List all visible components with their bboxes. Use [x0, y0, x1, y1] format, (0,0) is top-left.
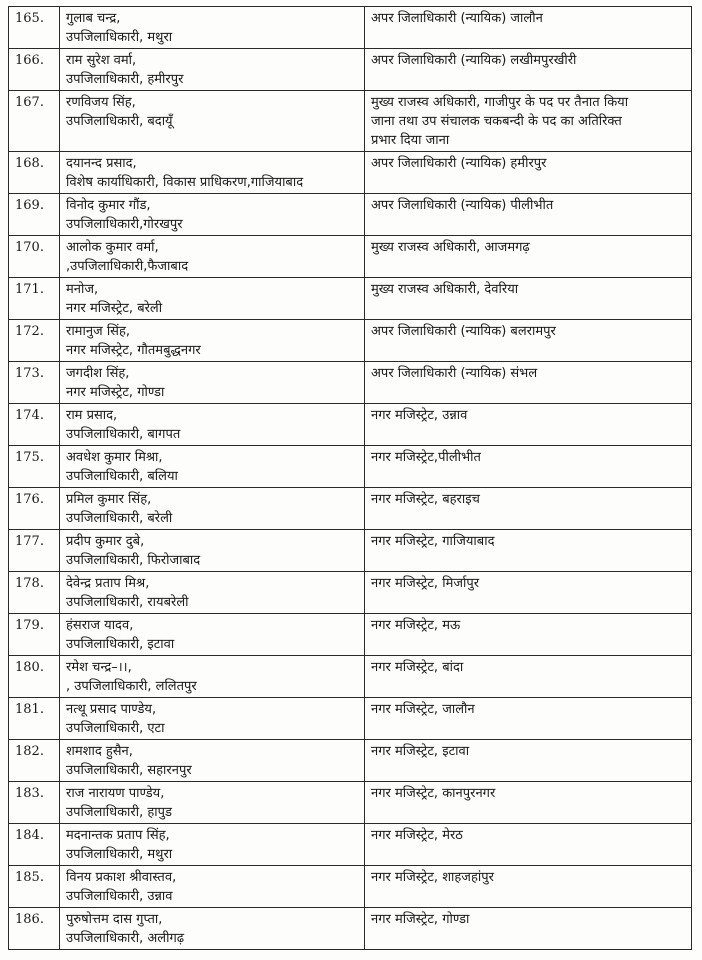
officer-cell [60, 530, 365, 572]
new-posting-text: नगर मजिस्ट्रेट, कानपुरनगर [371, 786, 496, 801]
serial-number: 185. [9, 866, 60, 908]
officer-cell [60, 488, 365, 530]
new-posting-cell [365, 866, 692, 908]
officer-name: प्रमिल कुमार सिंह, [66, 492, 152, 507]
new-posting-text: नगर मजिस्ट्रेट, उन्नाव [371, 408, 468, 423]
officer-cell [60, 7, 365, 49]
officer-name: नत्थू प्रसाद पाण्डेय, [66, 702, 157, 717]
serial-number: 166. [9, 49, 60, 91]
officer-cell [60, 782, 365, 824]
new-posting-text: नगर मजिस्ट्रेट, बांदा [371, 660, 464, 675]
table-row [9, 236, 692, 278]
officer-name: राम प्रसाद, [66, 408, 118, 423]
officer-cell [60, 446, 365, 488]
new-posting-text: अपर जिलाधिकारी (न्यायिक) जालौन [371, 11, 543, 26]
new-posting-cell [365, 49, 692, 91]
officer-cell [60, 236, 365, 278]
officer-cell [60, 656, 365, 698]
new-posting-cell [365, 908, 692, 950]
table-row [9, 49, 692, 91]
serial-number: 176. [9, 488, 60, 530]
current-post: उपजिलाधिकारी, रायबरेली [66, 595, 189, 610]
new-posting-text: अपर जिलाधिकारी (न्यायिक) हमीरपुर [371, 156, 547, 171]
officer-cell [60, 614, 365, 656]
current-post: उपजिलाधिकारी, बदायूँ [66, 114, 173, 129]
officer-name: देवेन्द्र प्रताप मिश्र, [66, 576, 150, 591]
new-posting-cell [365, 614, 692, 656]
table-row [9, 572, 692, 614]
current-post: उपजिलाधिकारी, मथुरा [66, 847, 173, 862]
officer-name: आलोक कुमार वर्मा, [66, 240, 159, 255]
new-posting-text: मुख्य राजस्व अधिकारी, गाजीपुर के पद पर तैनात किया [371, 95, 629, 110]
new-posting-text: नगर मजिस्ट्रेट,पीलीभीत [371, 450, 481, 465]
new-posting-text: अपर जिलाधिकारी (न्यायिक) बलरामपुर [371, 324, 556, 339]
officer-cell [60, 404, 365, 446]
officer-cell [60, 320, 365, 362]
serial-number: 186. [9, 908, 60, 950]
officer-name: गुलाब चन्द्र, [66, 11, 121, 26]
new-posting-text: मुख्य राजस्व अधिकारी, आजमगढ़ [371, 240, 530, 255]
officer-cell [60, 572, 365, 614]
table-row [9, 7, 692, 49]
serial-number: 180. [9, 656, 60, 698]
table-row [9, 614, 692, 656]
table-row [9, 698, 692, 740]
table-row [9, 908, 692, 950]
current-post: उपजिलाधिकारी, बलिया [66, 469, 178, 484]
serial-number: 179. [9, 614, 60, 656]
table-row [9, 152, 692, 194]
officer-name: रामानुज सिंह, [66, 324, 131, 339]
officer-cell [60, 698, 365, 740]
new-posting-cell [365, 656, 692, 698]
table-row [9, 530, 692, 572]
serial-number: 169. [9, 194, 60, 236]
table-row [9, 782, 692, 824]
new-posting-text: नगर मजिस्ट्रेट, इटावा [371, 744, 470, 759]
new-posting-text: मुख्य राजस्व अधिकारी, देवरिया [371, 282, 519, 297]
officer-name: हंसराज यादव, [66, 618, 134, 633]
new-posting-cell [365, 236, 692, 278]
current-post: उपजिलाधिकारी, अलीगढ़ [66, 931, 185, 946]
serial-number: 170. [9, 236, 60, 278]
new-posting-cell [365, 488, 692, 530]
new-posting-text: अपर जिलाधिकारी (न्यायिक) संभल [371, 366, 538, 381]
transfer-table [8, 6, 692, 950]
table-row [9, 362, 692, 404]
new-posting-text: अपर जिलाधिकारी (न्यायिक) पीलीभीत [371, 198, 554, 213]
serial-number: 171. [9, 278, 60, 320]
table-row [9, 740, 692, 782]
serial-number: 178. [9, 572, 60, 614]
serial-number: 173. [9, 362, 60, 404]
current-post: उपजिलाधिकारी, उन्नाव [66, 889, 173, 904]
table-row [9, 320, 692, 362]
officer-cell [60, 91, 365, 152]
serial-number: 167. [9, 91, 60, 152]
current-post: नगर मजिस्ट्रेट, गोण्डा [66, 385, 165, 400]
new-posting-text: नगर मजिस्ट्रेट, मऊ [371, 618, 461, 633]
table-row [9, 404, 692, 446]
officer-name: मदनान्तक प्रताप सिंह, [66, 828, 170, 843]
current-post: उपजिलाधिकारी, फिरोजाबाद [66, 553, 201, 568]
officer-name: रणविजय सिंह, [66, 95, 136, 110]
new-posting-text: जाना तथा उप संचालक चकबन्दी के पद का अतिरिक्त [371, 114, 622, 129]
current-post: उपजिलाधिकारी, मथुरा [66, 30, 173, 45]
new-posting-text: नगर मजिस्ट्रेट, जालौन [371, 702, 475, 717]
officer-name: दयानन्द प्रसाद, [66, 156, 137, 171]
table-row [9, 278, 692, 320]
serial-number: 172. [9, 320, 60, 362]
new-posting-cell [365, 404, 692, 446]
new-posting-cell [365, 446, 692, 488]
serial-number: 183. [9, 782, 60, 824]
officer-cell [60, 740, 365, 782]
serial-number: 168. [9, 152, 60, 194]
officer-cell [60, 194, 365, 236]
table-row [9, 91, 692, 152]
current-post: उपजिलाधिकारी, सहारनपुर [66, 763, 192, 778]
officer-cell [60, 49, 365, 91]
officer-name: राम सुरेश वर्मा, [66, 53, 137, 68]
officer-name: जगदीश सिंह, [66, 366, 130, 381]
officer-name: प्रदीप कुमार दुबे, [66, 534, 145, 549]
table-row [9, 194, 692, 236]
table-row [9, 656, 692, 698]
new-posting-text: नगर मजिस्ट्रेट, शाहजहांपुर [371, 870, 494, 885]
new-posting-cell [365, 320, 692, 362]
new-posting-cell [365, 152, 692, 194]
new-posting-cell [365, 278, 692, 320]
officer-name: विनोद कुमार गौंड, [66, 198, 151, 213]
new-posting-text: अपर जिलाधिकारी (न्यायिक) लखीमपुरखीरी [371, 53, 577, 68]
serial-number: 165. [9, 7, 60, 49]
table-row [9, 446, 692, 488]
new-posting-text: नगर मजिस्ट्रेट, गाजियाबाद [371, 534, 495, 549]
current-post: उपजिलाधिकारी, बागपत [66, 427, 181, 442]
new-posting-cell [365, 572, 692, 614]
officer-name: अवधेश कुमार मिश्रा, [66, 450, 163, 465]
serial-number: 181. [9, 698, 60, 740]
current-post: उपजिलाधिकारी, हमीरपुर [66, 72, 184, 87]
officer-name: पुरुषोत्तम दास गुप्ता, [66, 912, 163, 927]
serial-number: 182. [9, 740, 60, 782]
new-posting-cell [365, 782, 692, 824]
serial-number: 184. [9, 824, 60, 866]
table-body [9, 7, 692, 950]
officer-cell [60, 866, 365, 908]
officer-name: शमशाद हुसैन, [66, 744, 133, 759]
current-post: उपजिलाधिकारी, हापुड [66, 805, 172, 820]
new-posting-text: नगर मजिस्ट्रेट, मेरठ [371, 828, 463, 843]
officer-name: विनय प्रकाश श्रीवास्तव, [66, 870, 177, 885]
officer-name: राज नारायण पाण्डेय, [66, 786, 165, 801]
officer-name: रमेश चन्द्र–।।, [66, 660, 132, 675]
new-posting-cell [365, 91, 692, 152]
new-posting-text: नगर मजिस्ट्रेट, गोण्डा [371, 912, 470, 927]
table-row [9, 824, 692, 866]
current-post: उपजिलाधिकारी, इटावा [66, 637, 175, 652]
current-post: नगर मजिस्ट्रेट, बरेली [66, 301, 163, 316]
current-post: नगर मजिस्ट्रेट, गौतमबुद्धनगर [66, 343, 201, 358]
officer-cell [60, 908, 365, 950]
officer-cell [60, 362, 365, 404]
new-posting-text: नगर मजिस्ट्रेट, मिर्जापुर [371, 576, 480, 591]
new-posting-cell [365, 740, 692, 782]
officer-cell [60, 824, 365, 866]
current-post: ,उपजिलाधिकारी,फैजाबाद [66, 259, 189, 274]
new-posting-cell [365, 530, 692, 572]
officer-name: मनोज, [66, 282, 99, 297]
current-post: उपजिलाधिकारी, एटा [66, 721, 165, 736]
new-posting-cell [365, 194, 692, 236]
serial-number: 177. [9, 530, 60, 572]
table-row [9, 866, 692, 908]
current-post: उपजिलाधिकारी, बरेली [66, 511, 173, 526]
table-row [9, 488, 692, 530]
current-post: , उपजिलाधिकारी, ललितपुर [66, 679, 197, 694]
new-posting-text: प्रभार दिया जाना [371, 133, 450, 148]
serial-number: 175. [9, 446, 60, 488]
new-posting-cell [365, 362, 692, 404]
officer-cell [60, 152, 365, 194]
new-posting-cell [365, 7, 692, 49]
new-posting-text: नगर मजिस्ट्रेट, बहराइच [371, 492, 480, 507]
serial-number: 174. [9, 404, 60, 446]
current-post: उपजिलाधिकारी,गोरखपुर [66, 217, 183, 232]
new-posting-cell [365, 698, 692, 740]
new-posting-cell [365, 824, 692, 866]
officer-cell [60, 278, 365, 320]
current-post: विशेष कार्याधिकारी, विकास प्राधिकरण,गाजियाबाद [66, 175, 304, 190]
